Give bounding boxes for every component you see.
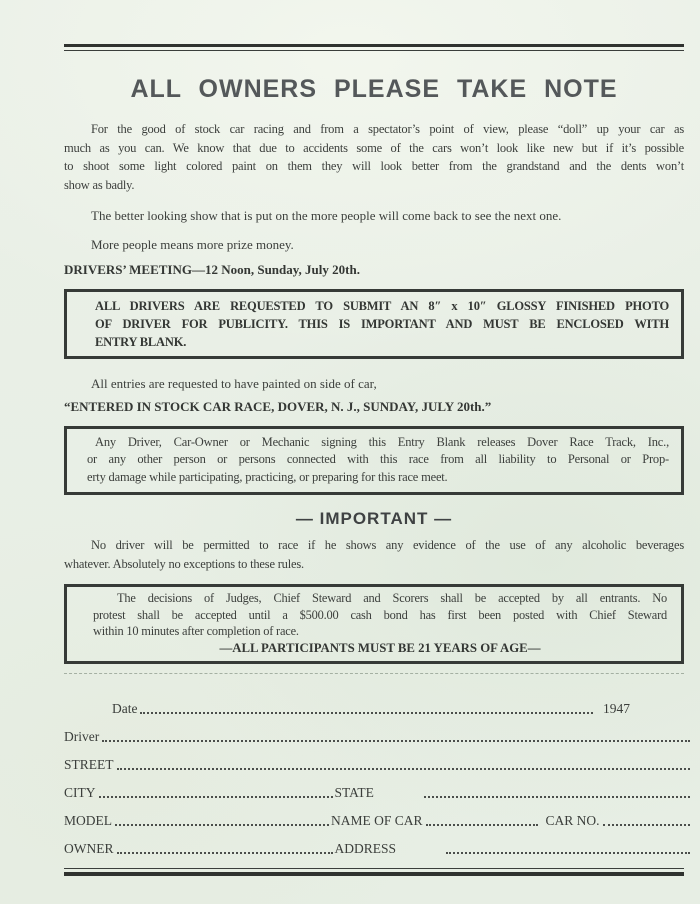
text-line: ALL DRIVERS ARE REQUESTED TO SUBMIT AN 8″ x 10″ GLOSSY FINISHED PHOTO: [95, 298, 669, 313]
liability-release-box: [64, 426, 684, 496]
text-line: to shoot some light colored paint on them they will look better from the grandstand and the dents won’t: [64, 159, 684, 173]
car-no-input[interactable]: [603, 824, 690, 826]
model-car-row: [64, 812, 692, 829]
name-of-car-label: NAME OF CAR: [331, 812, 423, 828]
address-label: ADDRESS: [334, 840, 397, 856]
date-year: 1947: [603, 700, 630, 716]
text-line: whatever. Absolutely no exceptions to these rules.: [64, 557, 304, 571]
address-input[interactable]: [446, 852, 690, 854]
driver-row: [64, 728, 692, 745]
fold-line: [64, 673, 684, 674]
judges-decision-box: [64, 584, 684, 664]
text-line: show as badly.: [64, 177, 135, 192]
city-state-row: [64, 784, 692, 801]
date-input[interactable]: [140, 712, 593, 714]
owner-label: OWNER: [64, 840, 114, 856]
date-label: Date: [112, 700, 138, 716]
model-label: MODEL: [64, 812, 112, 828]
text-line: For the good of stock car racing and from a spectator’s point of view, please “doll” up your car as: [91, 122, 684, 136]
better-show-line: The better looking show that is put on the more people will come back to see the next one.: [91, 208, 562, 223]
photo-notice-box: [64, 289, 684, 359]
text-line: protest shall be accepted until a $500.00 cash bond has first been posted with Chief Steward: [93, 607, 667, 622]
text-line: Any Driver, Car-Owner or Mechanic signing this Entry Blank releases Dover Race Track, Inc.,: [95, 434, 669, 449]
text-line: erty damage while participating, practicing, or preparing for this race meet.: [87, 469, 448, 484]
age-requirement-line: —ALL PARTICIPANTS MUST BE 21 YEARS OF AGE—: [219, 640, 541, 655]
drivers-meeting-line: DRIVERS’ MEETING—12 Noon, Sunday, July 20th.: [64, 262, 360, 277]
text-line: much as you can. We know that due to accidents some of the cars won’t look like new but if it’s possible: [64, 140, 684, 155]
text-line: or any other person or persons connected with this race from all liability to Personal or Prop-: [87, 452, 669, 466]
top-double-rule: [64, 44, 684, 51]
page-title: ALL OWNERS PLEASE TAKE NOTE: [130, 75, 618, 103]
street-row: [64, 756, 692, 773]
driver-input[interactable]: [102, 740, 690, 742]
important-heading: — IMPORTANT —: [295, 509, 453, 528]
bottom-double-rule: [64, 868, 684, 876]
alcohol-rule-paragraph: [64, 536, 684, 574]
text-line: The decisions of Judges, Chief Steward and Scorers shall be accepted by all entrants. No: [117, 591, 667, 605]
owner-address-row: [64, 840, 692, 857]
owner-input[interactable]: [117, 852, 333, 854]
text-line: OF DRIVER FOR PUBLICITY. THIS IS IMPORTANT AND MUST BE ENCLOSED WITH: [95, 316, 669, 331]
city-input[interactable]: [99, 796, 333, 798]
judges-decision-text: [93, 590, 667, 640]
name-of-car-input[interactable]: [426, 824, 538, 826]
painted-legend-line: “ENTERED IN STOCK CAR RACE, DOVER, N. J., SUNDAY, JULY 20th.”: [64, 399, 492, 414]
text-line: ENTRY BLANK.: [95, 334, 187, 349]
street-label: STREET: [64, 756, 114, 772]
text-line: No driver will be permitted to race if he shows any evidence of the use of any alcoholic beverages: [91, 538, 684, 552]
car-no-label: CAR NO.: [545, 812, 600, 828]
model-input[interactable]: [115, 824, 329, 826]
painted-request-line: All entries are requested to have painted on side of car,: [91, 375, 377, 391]
intro-paragraph: [64, 120, 684, 194]
entry-form: [64, 700, 684, 857]
state-label: STATE: [334, 784, 374, 800]
text-line: within 10 minutes after completion of race.: [93, 624, 299, 638]
street-input[interactable]: [117, 768, 691, 770]
state-input[interactable]: [424, 796, 690, 798]
more-prize-line: More people means more prize money.: [91, 236, 294, 252]
driver-label: Driver: [64, 728, 100, 744]
date-row: [112, 700, 630, 717]
city-label: CITY: [64, 784, 96, 800]
